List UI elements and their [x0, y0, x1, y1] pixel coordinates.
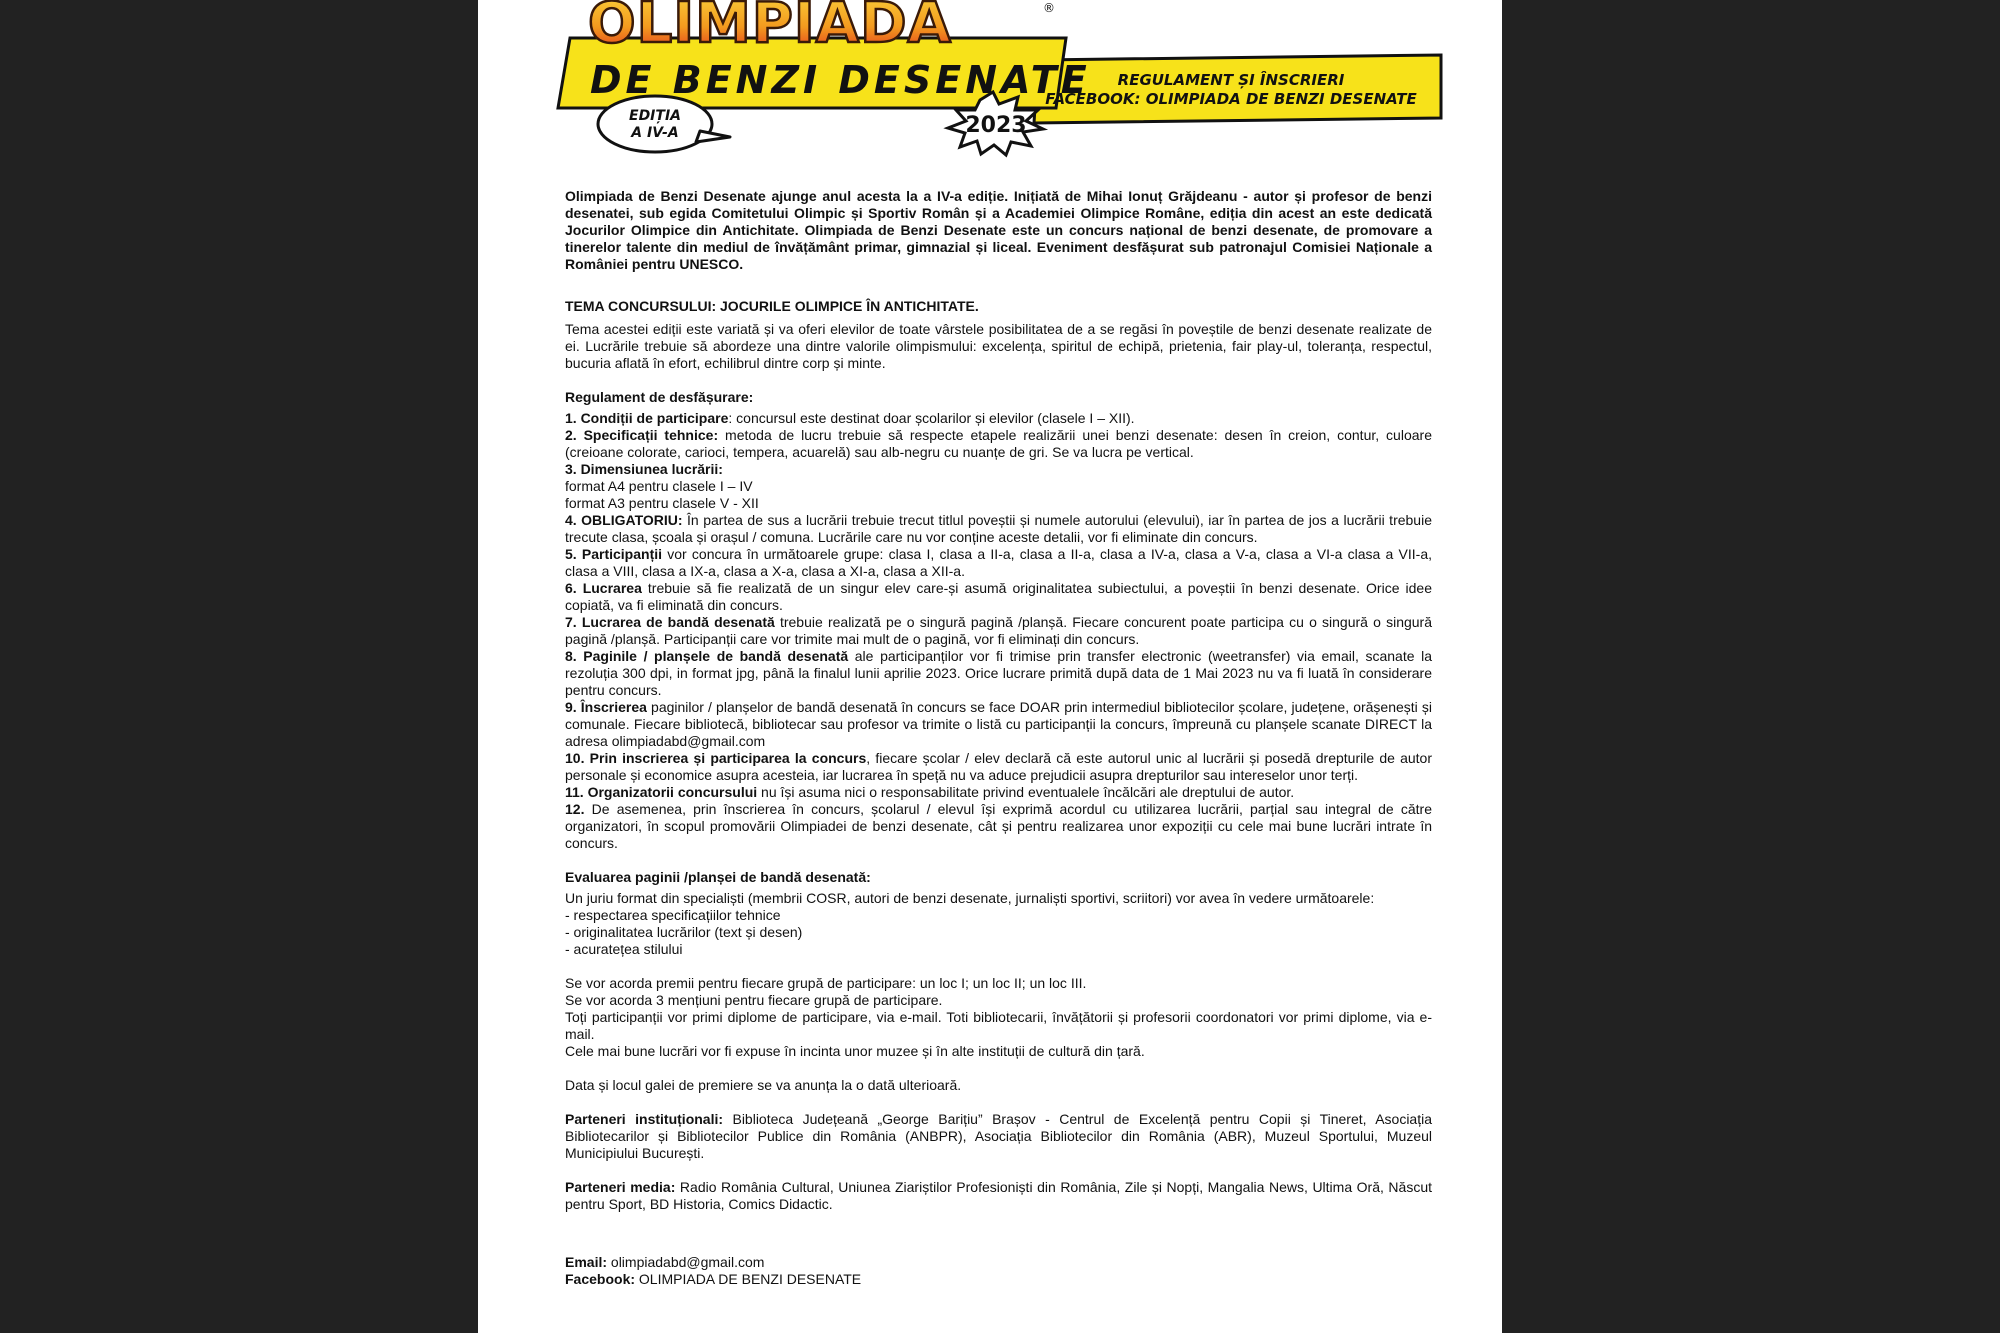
rule-item: 2. Specificații tehnice: metoda de lucru trebuie să respecte etapele realizării unei benzi desenate: desen în creion, contur, culoare (creioane colorate, carioci, tempera, acuarelă) sau alb-negru cu nuanțe de gri. Se va lucra pe vertical. [565, 427, 1432, 460]
prize-line: Toți participanții vor primi diplome de participare, via e-mail. Toti bibliotecarii, învățătorii și profesorii coordonatori vor primi diplome, via e-mail. [565, 1009, 1432, 1042]
criteria-item: - respectarea specificațiilor tehnice [565, 907, 781, 923]
rule-item: 3. Dimensiunea lucrării: [565, 461, 723, 477]
rule-item: 8. Paginile / planșele de bandă desenată ale participanților vor fi trimise prin transfer electronic (weetransfer) via email, scanate la rezoluția 300 dpi, in format jpg, până la finalul lunii aprilie 2023. Orice lucrare primită după data de 1 Mai 2023 nu va fi luată în considerare pentru concurs. [565, 648, 1433, 698]
rule-item: 5. Participanții vor concura în următoarele grupe: clasa I, clasa a II-a, clasa a II-a, clasa a IV-a, clasa a V-a, clasa a VI-a clasa a VII-a, clasa a VIII, clasa a IX-a, clasa a X-a, clasa a XI-a, clasa a XII-a. [565, 546, 1432, 579]
gala-note: Data și locul galei de premiere se va anunța la o dată ulterioară. [565, 1077, 962, 1093]
contact-facebook: Facebook: OLIMPIADA DE BENZI DESENATE [565, 1271, 862, 1287]
email-link[interactable]: olimpiadabd@gmail.com [607, 1254, 765, 1270]
prize-line: Se vor acorda premii pentru fiecare grupă de participare: un loc I; un loc II; un loc III. [565, 975, 1087, 991]
edition-bubble-shape [598, 96, 712, 152]
rule-item: format A3 pentru clasele V - XII [565, 495, 759, 511]
info-line2: FACEBOOK: OLIMPIADA DE BENZI DESENATE [1045, 90, 1417, 108]
rules-title: Regulament de desfășurare: [565, 389, 754, 405]
rules-list [565, 410, 1432, 852]
evaluation-title: Evaluarea paginii /planșei de bandă desenată: [565, 869, 871, 885]
edition-line1: EDIȚIA [629, 108, 681, 124]
facebook-link[interactable]: OLIMPIADA DE BENZI DESENATE [635, 1271, 862, 1287]
logo-title-top: OLIMPIADA [588, 0, 952, 56]
criteria-item: - acuratețea stilului [565, 941, 683, 957]
logo-title-bottom: DE BENZI DESENATE [590, 58, 1091, 102]
registered-mark: ® [1043, 1, 1055, 15]
rule-item: 10. Prin inscrierea și participarea la concurs, fiecare școlar / elev declară că este autorul unic al lucrării și posedă drepturile de autor personale și economice asupra acesteia, iar lucrarea în speță nu va aduce prejudicii asupra drepturilor sau intereselor unor terți. [565, 750, 1433, 783]
theme-text: Tema acestei ediții este variată și va oferi elevilor de toate vârstele posibilitatea de a se regăsi în poveștile de benzi desenate realizate de ei. Lucrările trebuie să abordeze una dintre valorile olimpismului: excelența, spiritul de echipă, prietenia, fair play-ul, toleranța, respectul, bucuria aflată în efort, echilibrul dintre corp și minte. [565, 321, 1432, 371]
rule-item: 6. Lucrarea trebuie să fie realizată de un singur elev care-și asumă originalitatea subiectului, a poveștii în benzi desenate. Orice idee copiată, va fi eliminată din concurs. [565, 580, 1432, 613]
header-banner [478, 0, 1502, 165]
contact-email: Email: olimpiadabd@gmail.com [565, 1254, 765, 1270]
info-banner-shape [1034, 55, 1441, 123]
rule-item: 11. Organizatorii concursului nu își asuma nici o responsabilitate privind eventualele încălcări ale dreptului de autor. [565, 784, 1295, 800]
rule-item: 9. Înscrierea paginilor / planșelor de bandă desenată în concurs se face DOAR prin intermediul bibliotecilor școlare, județene, orășenești și comunale. Fiecare bibliotecă, bibliotecar sau profesor va trimite o listă cu participanții la concurs, împreună cu planșele scanate DIRECT la adresa olimpiadabd@gmail.com [565, 699, 1432, 749]
institutional-partners: Parteneri instituționali: Biblioteca Județeană „George Barițiu” Brașov - Centrul de Excelență pentru Copii și Tineret, Asociația Bibliotecarilor și Bibliotecilor Publice din România (ANBPR), Asociația Bibliotecilor din România (ABR), Muzeul Sportului, Muzeul Municipiului București. [565, 1111, 1432, 1161]
regulation-content [565, 188, 1432, 1288]
prize-line: Cele mai bune lucrări vor fi expuse în incinta unor muzee și în alte instituții de cultură din țară. [565, 1043, 1145, 1059]
intro-paragraph: Olimpiada de Benzi Desenate ajunge anul acesta la a IV-a ediție. Inițiată de Mihai Ionuț Grăjdeanu - autor și profesor de benzi desenatei, sub egida Comitetului Olimpic și Sportiv Român și a Academiei Olimpice Române, ediția din acest an este dedicată Jocurilor Olimpice din Antichitate. Olimpiada de Benzi Desenate este un concurs național de benzi desenate, de promovare a tinerelor talente din mediul de învățământ primar, gimnazial și liceal. Eveniment desfășurat sub patronajul Comisiei Naționale a României pentru UNESCO. [565, 188, 1432, 272]
theme-title: TEMA CONCURSULUI: JOCURILE OLIMPICE ÎN ANTICHITATE. [565, 298, 979, 314]
rule-item: 12. De asemenea, prin înscrierea în concurs, școlarul / elevul își exprimă acordul cu utilizarea lucrării, parțial sau integral de către organizatori, în scopul promovării Olimpiadei de benzi desenate, cât și pentru realizarea unor expoziții cu cele mai bune lucrări intrate în concurs. [565, 801, 1432, 851]
media-partners: Parteneri media: Radio România Cultural, Uniunea Ziariștilor Profesioniști din România, Zile și Nopți, Mangalia News, Ultima Oră, Născut pentru Sport, BD Historia, Comics Didactic. [565, 1179, 1432, 1212]
evaluation-intro: Un juriu format din specialiști (membrii COSR, autori de benzi desenate, jurnaliști sportivi, scriitori) vor avea în vedere următoarele: [565, 890, 1375, 906]
rule-item: 4. OBLIGATORIU: În partea de sus a lucrării trebuie trecut titlul poveștii și numele autorului (elevului), iar în partea de jos a lucrării trebuie trecute clasa, școala și orașul / comuna. Lucrările care nu vor conține aceste detalii, vor fi eliminate din concurs. [565, 512, 1432, 545]
year-label: 2023 [965, 113, 1027, 138]
document-page [478, 0, 1502, 1333]
olimpiada-logo [478, 0, 1502, 165]
prize-line: Se vor acorda 3 mențiuni pentru fiecare grupă de participare. [565, 992, 943, 1008]
rule-item: 1. Condiții de participare: concursul este destinat doar școlarilor și elevilor (clasele I – XII). [565, 410, 1135, 426]
rule-item: format A4 pentru clasele I – IV [565, 478, 753, 494]
criteria-item: - originalitatea lucrărilor (text și desen) [565, 924, 803, 940]
info-line1: REGULAMENT ȘI ÎNSCRIERI [1117, 71, 1345, 89]
edition-line2: A IV-A [631, 125, 679, 141]
rule-item: 7. Lucrarea de bandă desenată trebuie realizată pe o singură pagină /planșă. Fiecare concurent poate participa cu o singură o singură pagină /planșă. Participanții care vor trimite mai mult de o pagină, vor fi eliminați din concurs. [565, 614, 1433, 647]
